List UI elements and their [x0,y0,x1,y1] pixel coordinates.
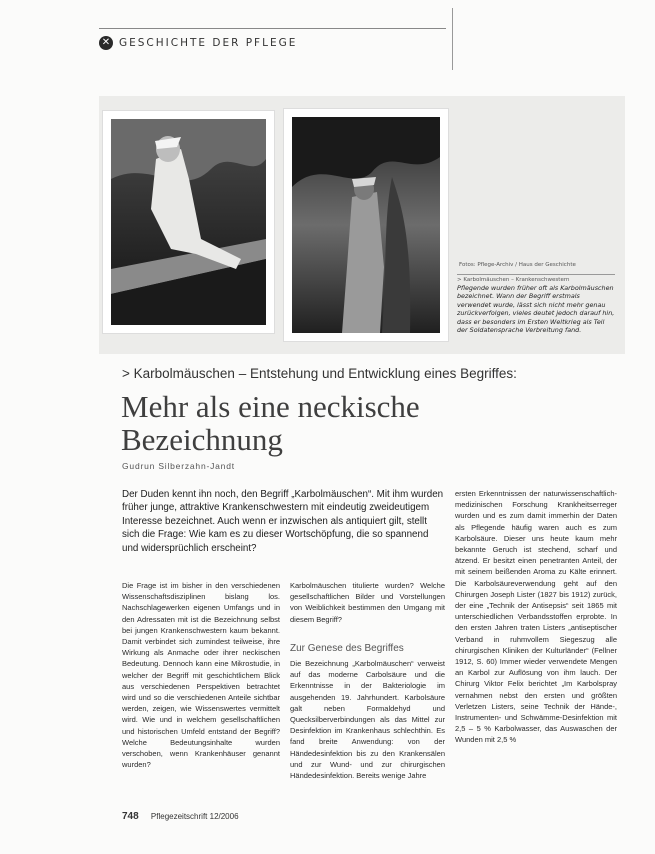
body-column-1: Die Frage ist im bisher in den verschiedenen Wissenschaftsdisziplinen bislang los. Nachschlagewerken eigenen Umfangs und in den Adressaten mit ist die Bezeichnung selbst bei jungen Krankenschwestern kaum bekannt. Damit verbindet sich zumindest teilweise, ihre Wirkung als Anmache oder ihrer neckischen Bedeutung. Dennoch kann eine Mikrostudie, in welcher der Begriff mit geschichtlichem Blick aus verschiedenen Perspektiven betrachtet wird und so die verschiedenen Anteile sichtbar werden, zeigen, wie Wissenswertes vermittelt wird. Wie und in welchem gesellschaftlichen und historischen Umfeld entstand der Begriff? Welche Bedeutungsinhalte wurden verschoben, wenn Krankenhäuser genannt wurden? [122,581,280,770]
author: Gudrun Silberzahn-Jandt [122,461,235,471]
headline-line-1: Mehr als eine neckische [121,389,420,424]
headline-line-2: Bezeichnung [121,422,283,457]
photo-nurse-standing [283,108,449,342]
body-column-2-continued: Die Bezeichnung „Karbolmäuschen“ verweist auf das moderne Carbolsäure und die Erkenntnisse in der Bakteriologie im ausgehenden 19. Jahrhundert. Karbolsäure galt neben Formaldehyd und Quecksilberverbindungen als das Mittel zur Desinfektion im Krankenhaus schlechthin. Es fand breite Anwendung: von der Händedesinfektion bis zu den Krankensälen und zur Wund- und zur chirurgischen Händedesinfektion. Bereits wenige Jahre [290,659,445,781]
x-circle-icon: ✕ [99,36,113,50]
kicker: > Karbolmäuschen – Entstehung und Entwicklung eines Begriffes: [122,366,517,381]
subheading: Zur Genese des Begriffes [290,643,404,654]
page-footer [122,811,239,822]
body-column-3: ersten Erkenntnissen der naturwissenschaftlich-medizinischen Forschung Krankheitserreger wurden und es zum damit immerhin der Daten als Pflegende häufig waren auch es zum Karbolsäure. Dieser uns heute kaum mehr bekannte Geruch ist stechend, scharf und ätzend. Er besitzt einen penetranten Anteil, der mit seinem beißenden Aroma zu Kälte erinnert. Die Karbolsäureverwendung geht auf den Chirurgen Joseph Lister (1827 bis 1912) zurück, der eine „Technik der Antisepsis“ seit 1865 mit unterschiedlichen Verbandsstoffen erprobte. In den ersten Jahren traten Listers „antiseptischer Verband in ruhmvollem Siegeszug alle chirurgischen Kliniken der Kulturländer“ (Fellner 1912, S. 60) Immer wieder verwendete Mengen an Karbol zur Auflösung von ihm lauch. Der Chirurg Viktor Felix berichtet „Im Karbolspray vernahmen nebst den ersten und größten Verletzen Listers, seine Technik der Hände-, Instrumenten- und Schwämme-Desinfektion mit 2,5 – 5 % Karbolwasser, das Auswaschen der Wunden mit 2,5 % [455,489,617,745]
headline [121,390,420,456]
body-column-2: Karbolmäuschen titulierte wurden? Welche gesellschaftlichen Bilder und Vorstellungen von Weiblichkeit bestimmen den Umgang mit diesem Begriff? [290,581,445,624]
photo-nurse-sitting [102,110,275,334]
margin-rule [452,8,453,70]
caption-heading: > Karbolmäuschen – Krankenschwestern [457,274,615,283]
lead-paragraph: Der Duden kennt ihn noch, den Begriff „Karbolmäuschen“. Mit ihm wurden früher junge, attraktive Krankenschwestern mit eindeutig zweideutigem Interesse bezeichnet. Auch wenn er inzwischen als antiquiert gilt, stellt sich die Frage: Wie kam es zu dieser Wortschöpfung, die so spannend und widersprüchlich erscheint? [122,489,444,554]
section-title: GESCHICHTE DER PFLEGE [119,37,298,49]
header-rule [99,28,446,29]
photo-credit: Fotos: Pflege-Archiv / Haus der Geschichte [459,262,576,268]
photo-caption [457,274,615,334]
journal-issue: Pflegezeitschrift 12/2006 [150,812,239,821]
section-header [99,36,297,50]
caption-text: Pflegende wurden früher oft als Karbolmäuschen bezeichnet. Wann der Begriff erstmals verwendet wurde, lässt sich nicht mehr genau zurückverfolgen, vieles deutet jedoch darauf hin, dass er besonders im Ersten Weltkrieg als Teil der Soldatensprache Verbreitung fand. [457,284,615,335]
page-number: 748 [122,811,139,822]
